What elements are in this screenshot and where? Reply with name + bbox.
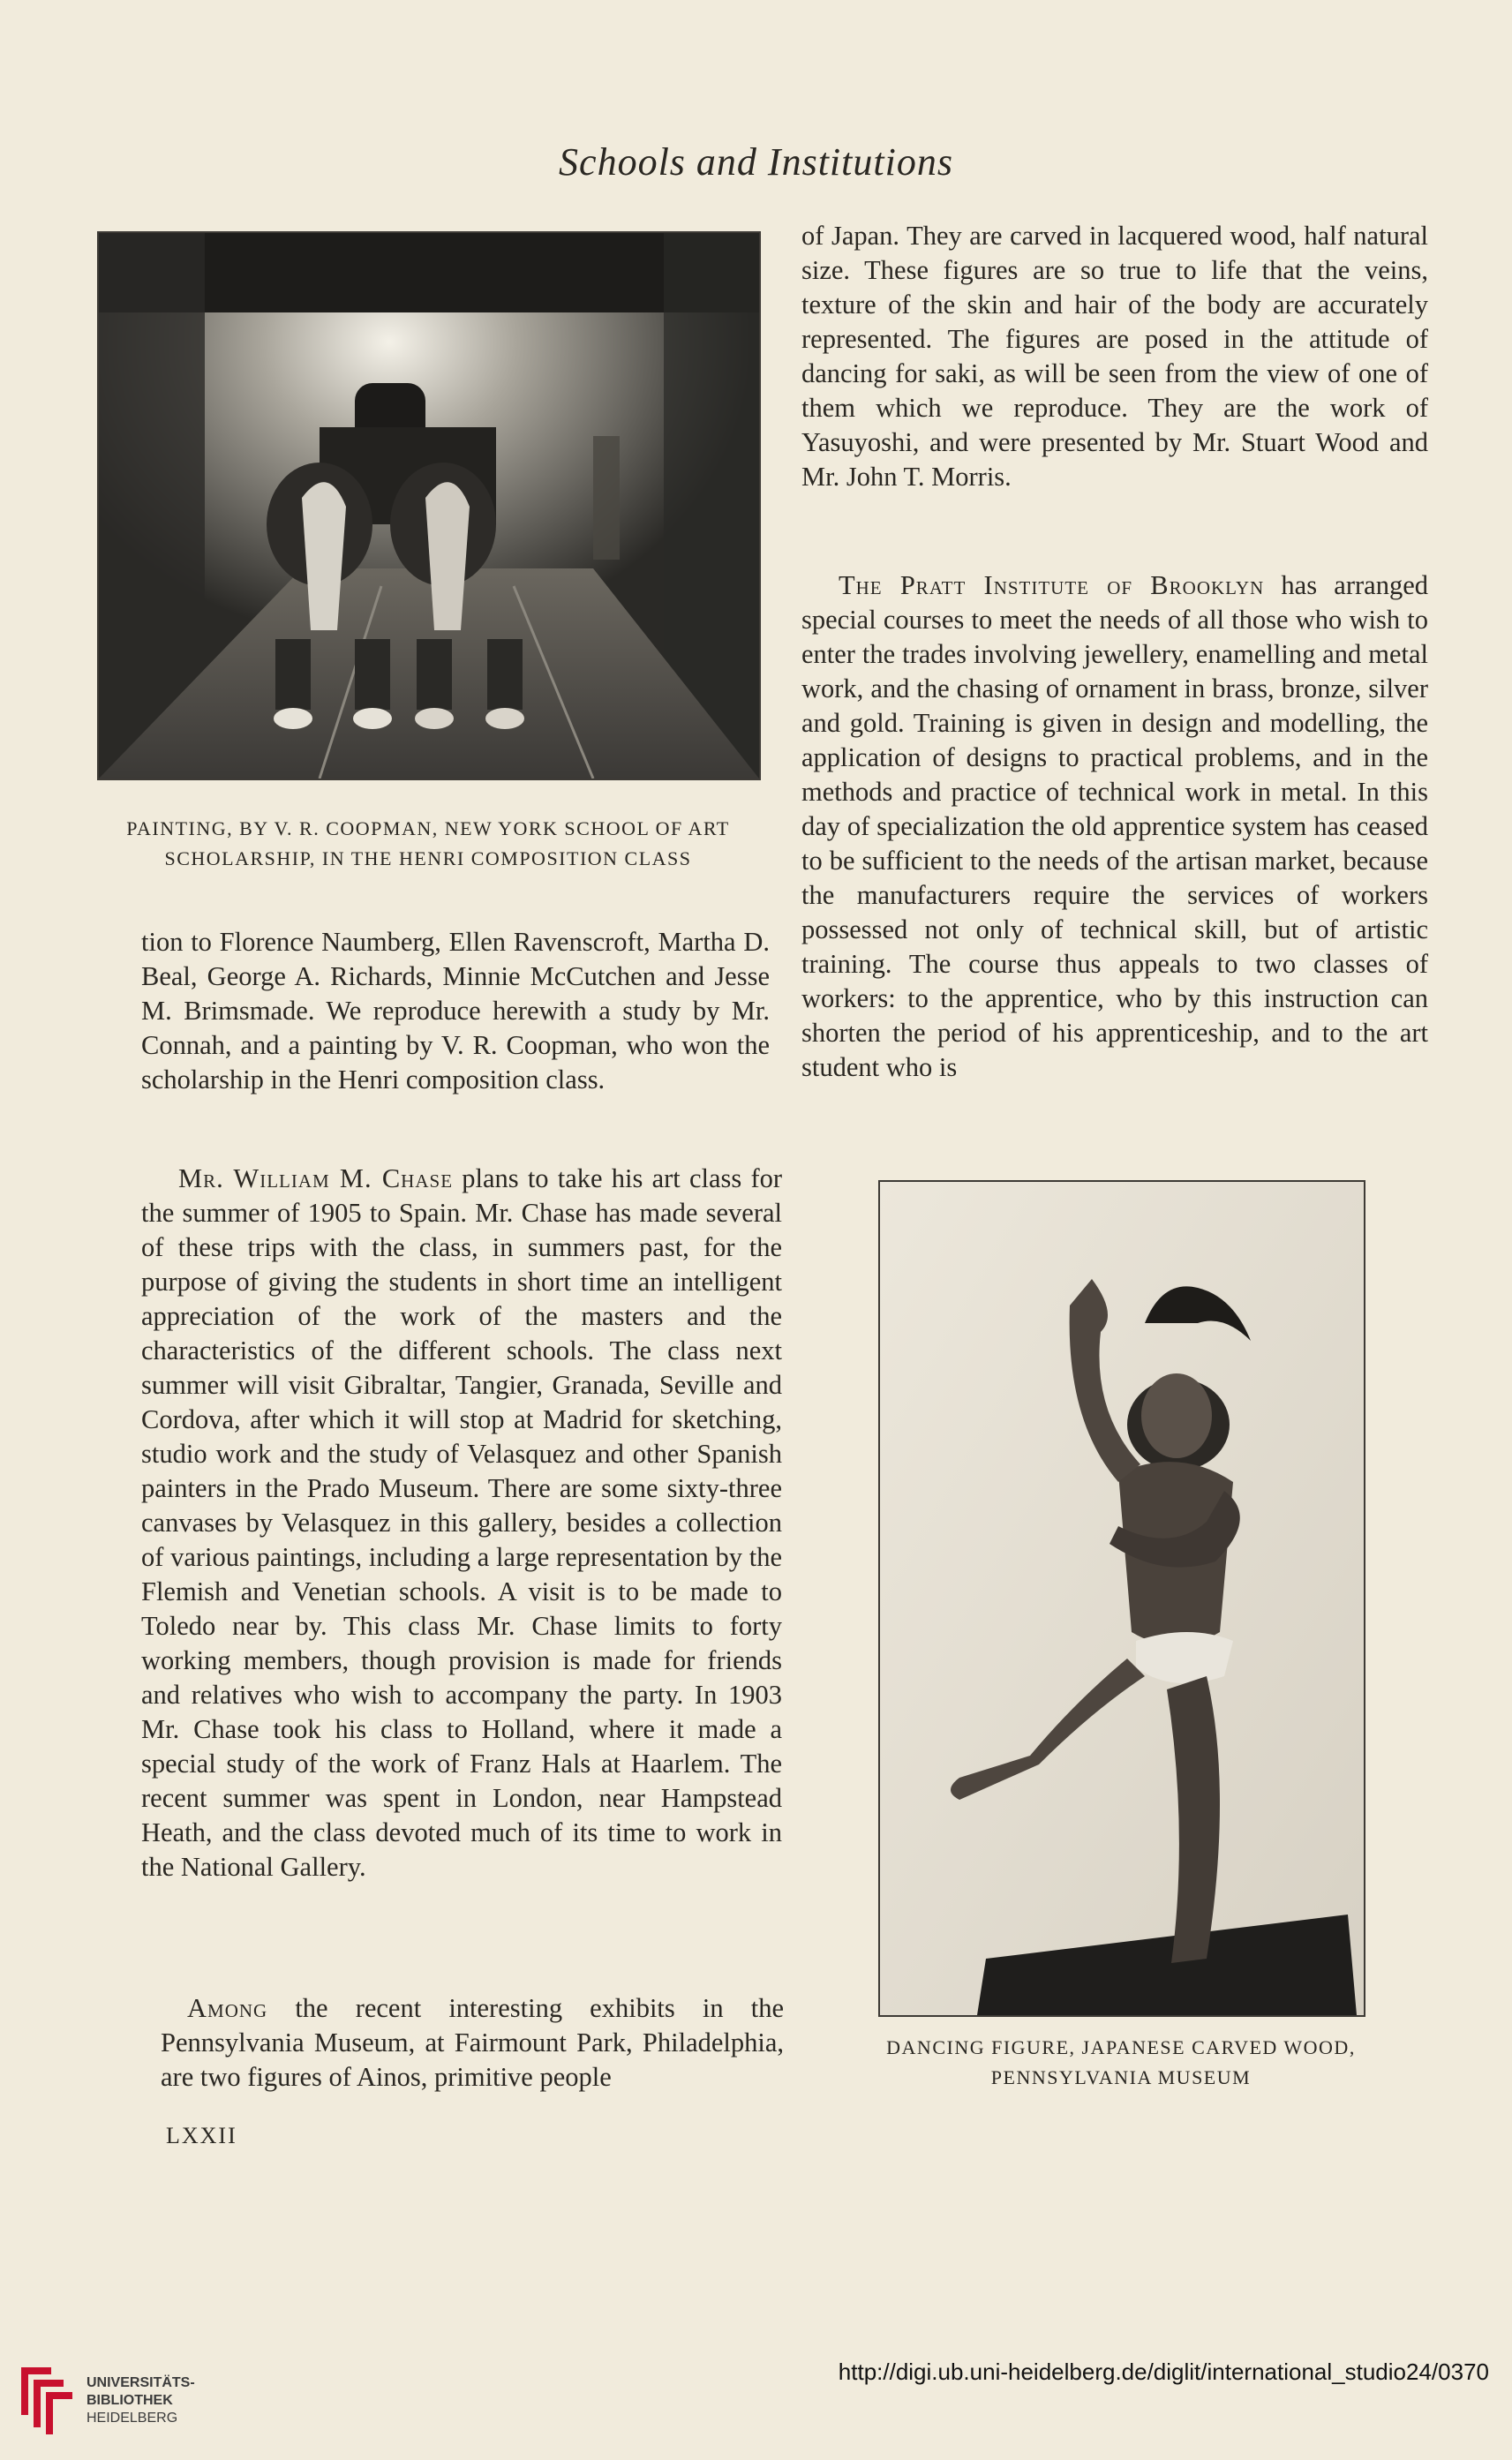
paragraph-body: the recent interesting exhibits in the Pennsylvania Museum, at Fairmount Park, Philadelphia, are two figures of Ainos, primitive people (161, 1993, 784, 2092)
lead-in: Mr. William M. Chase (178, 1163, 454, 1193)
caption-line: PENNSYLVANIA MUSEUM (990, 2066, 1252, 2088)
library-name (87, 2374, 195, 2427)
paragraph-ainos: of Japan. They are carved in lacquered wood, half natural size. These figures are so true to life that the veins, texture of the skin and hair of the body are accurately represented. The figures are posed in the attitude of dancing for saki, as will be seen from the view of one of them which we reproduce. They are the work of Yasuyoshi, and were presented by Mr. Stuart Wood and Mr. John T. Morris. (801, 221, 1428, 492)
paragraph-body: plans to take his art class for the summer of 1905 to Spain. Mr. Chase has made several of these trips with the class, in summers past, for the purpose of giving the students in short time an intelligent appreciation of the work of the masters and the characteristics of the different schools. The class next summer will visit Gibraltar, Tangier, Granada, Seville and Cordova, after which it will stop at Madrid for sketching, studio work and the study of Velasquez and other Spanish painters in the Prado Museum. There are some sixty-three canvases by Velasquez in this gallery, besides a collection of various paintings, including a large representation by the Flemish and Venetian schools. A visit is to be made to Toledo near by. This class Mr. Chase limits to forty working members, though provision is made for friends and relatives who wish to accompany the party. In 1903 Mr. Chase took his class to Holland, where it made a special study of the work of Franz Hals at Haarlem. The recent summer was spent in London, near Hampstead Heath, and the class devoted much of its time to work in the National Gallery. (141, 1163, 783, 1882)
page-number: LXXII (166, 2123, 237, 2148)
caption-line: DANCING FIGURE, JAPANESE CARVED WOOD, (886, 2036, 1356, 2058)
library-line: BIBLIOTHEK (87, 2393, 173, 2408)
library-logo-icon (16, 2358, 78, 2438)
paragraph-pratt (801, 568, 1428, 1085)
lead-in: The Pratt Institute of Brooklyn (839, 570, 1265, 600)
figure-caption-left (71, 814, 786, 874)
paragraph-body: has arranged special courses to meet the needs of all those who wish to enter the trades involving jewellery, enamelling and metal work, and the chasing of ornament in brass, bronze, silver and gold. Training is given in design and modelling, the application of designs to practical problems, and in the methods and practice of technical work in metal. In this day of specialization the old apprentice system has ceased to be sufficient to the needs of the artisan market, because the manufacturers require the services of workers possessed not only of technical skill, but of artistic training. The course thus appeals to two classes of workers: to the apprentice, who by this instruction can shorten the period of his apprenticeship, and to the art student who is (801, 570, 1428, 1082)
library-line: UNIVERSITÄTS- (87, 2375, 195, 2390)
figure-caption-right (852, 2033, 1390, 2093)
lead-in: Among (187, 1993, 268, 2023)
paragraph-chase (141, 1162, 782, 1884)
running-head: Schools and Institutions (559, 140, 953, 184)
caption-line: PAINTING, BY V. R. COOPMAN, NEW YORK SCHOOL OF ART (126, 817, 730, 839)
paragraph-naumberg: tion to Florence Naumberg, Ellen Ravenscroft, Martha D. Beal, George A. Richards, Minnie McCutchen and Jesse M. Brimsmade. We reproduce herewith a study by Mr. Connah, and a painting by V. R. Coopman, who won the scholarship in the Henri composition class. (141, 927, 770, 1095)
paragraph-pennsylvania-museum (161, 1991, 784, 2095)
caption-line: SCHOLARSHIP, IN THE HENRI COMPOSITION CLASS (164, 847, 692, 869)
dancing-figure-photo (878, 1180, 1365, 2017)
source-url-link[interactable]: http://digi.ub.uni-heidelberg.de/diglit/international_studio24/0370 (838, 2358, 1489, 2385)
library-line: HEIDELBERG (87, 2411, 178, 2426)
painting-image (97, 231, 761, 780)
